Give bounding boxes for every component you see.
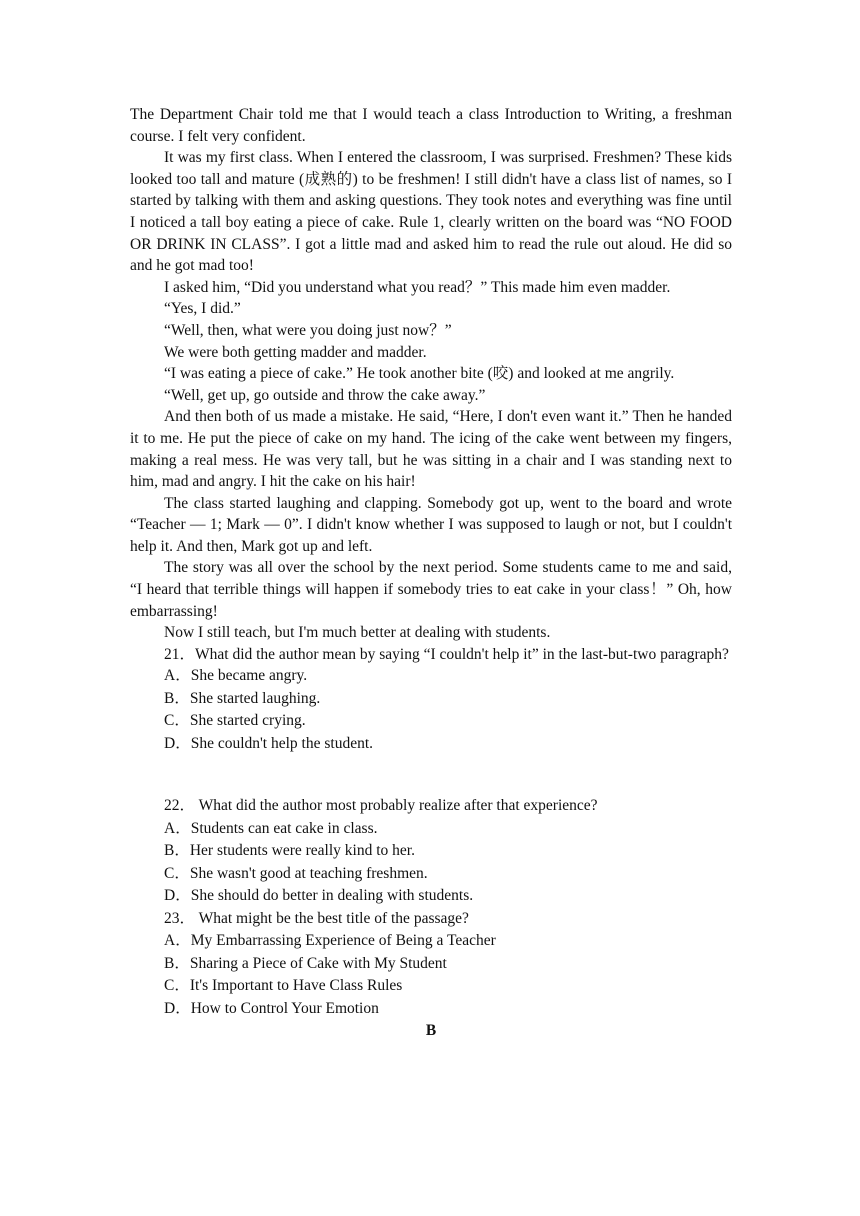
passage-paragraph-10: The class started laughing and clapping. Somebody got up, went to the board and wrote “Teacher — 1; Mark — 0”. I didn't know whether I was supposed to laugh or not, but I couldn't help it. And then, Mark got up and left.	[130, 494, 732, 555]
passage-paragraph-4: “Yes, I did.”	[164, 300, 241, 318]
option-c: C．She started crying.	[164, 712, 306, 730]
option-a: A．She became angry.	[164, 667, 308, 685]
passage-paragraph-12: Now I still teach, but I'm much better at dealing with students.	[164, 624, 551, 642]
question-23	[130, 908, 732, 1021]
question-stem: 23． What might be the best title of the passage?	[164, 909, 469, 927]
document-page	[130, 104, 732, 1042]
spacer	[130, 755, 732, 795]
option-d: D．She should do better in dealing with students.	[164, 887, 474, 905]
passage-paragraph-8: “Well, get up, go outside and throw the cake away.”	[164, 386, 486, 404]
option-c: C．It's Important to Have Class Rules	[164, 977, 403, 995]
option-d: D．How to Control Your Emotion	[164, 999, 379, 1017]
passage-paragraph-7: “I was eating a piece of cake.” He took another bite (咬) and looked at me angrily.	[164, 365, 675, 383]
passage-paragraph-1: The Department Chair told me that I would teach a class Introduction to Writing, a freshman course. I felt very confident.	[130, 106, 732, 145]
passage-paragraph-2: It was my first class. When I entered the classroom, I was surprised. Freshmen? These kids looked too tall and mature (成熟的) to be freshmen! I still didn't have a class list of names, so I started by talking with them and asking questions. They took notes and everything was fine until I noticed a tall boy eating a piece of cake. Rule 1, clearly written on the board was “NO FOOD OR DRINK IN CLASS”. I got a little mad and asked him to read the rule out aloud. He did so and he got mad too!	[130, 149, 732, 275]
question-stem: 22． What did the author most probably realize after that experience?	[164, 797, 598, 815]
option-d: D．She couldn't help the student.	[164, 734, 374, 752]
section-heading: B	[425, 1022, 437, 1040]
passage-paragraph-6: We were both getting madder and madder.	[164, 343, 427, 361]
question-22	[130, 795, 732, 908]
passage-paragraph-5: “Well, then, what were you doing just now？”	[164, 321, 452, 339]
option-b: B．She started laughing.	[164, 689, 321, 707]
option-a: A．My Embarrassing Experience of Being a Teacher	[164, 932, 496, 950]
question-stem: 21．What did the author mean by saying “I couldn't help it” in the last-but-two paragraph?	[164, 645, 729, 663]
question-21	[130, 644, 732, 756]
passage-paragraph-3: I asked him, “Did you understand what you read？” This made him even madder.	[164, 278, 671, 296]
option-c: C．She wasn't good at teaching freshmen.	[164, 864, 428, 882]
option-b: B．Sharing a Piece of Cake with My Student	[164, 954, 447, 972]
passage-paragraph-11: The story was all over the school by the next period. Some students came to me and said, “I heard that terrible things will happen if somebody tries to eat cake in your class！” Oh, how embarrassing!	[130, 559, 732, 620]
passage-paragraph-9: And then both of us made a mistake. He said, “Here, I don't even want it.” Then he handed it to me. He put the piece of cake on my hand. The icing of the cake went between my fingers, making a real mess. He was very tall, but he was sitting in a chair and I was standing next to him, mad and angry. I hit the cake on his hair!	[130, 408, 732, 491]
option-a: A．Students can eat cake in class.	[164, 819, 378, 837]
option-b: B．Her students were really kind to her.	[164, 842, 415, 860]
